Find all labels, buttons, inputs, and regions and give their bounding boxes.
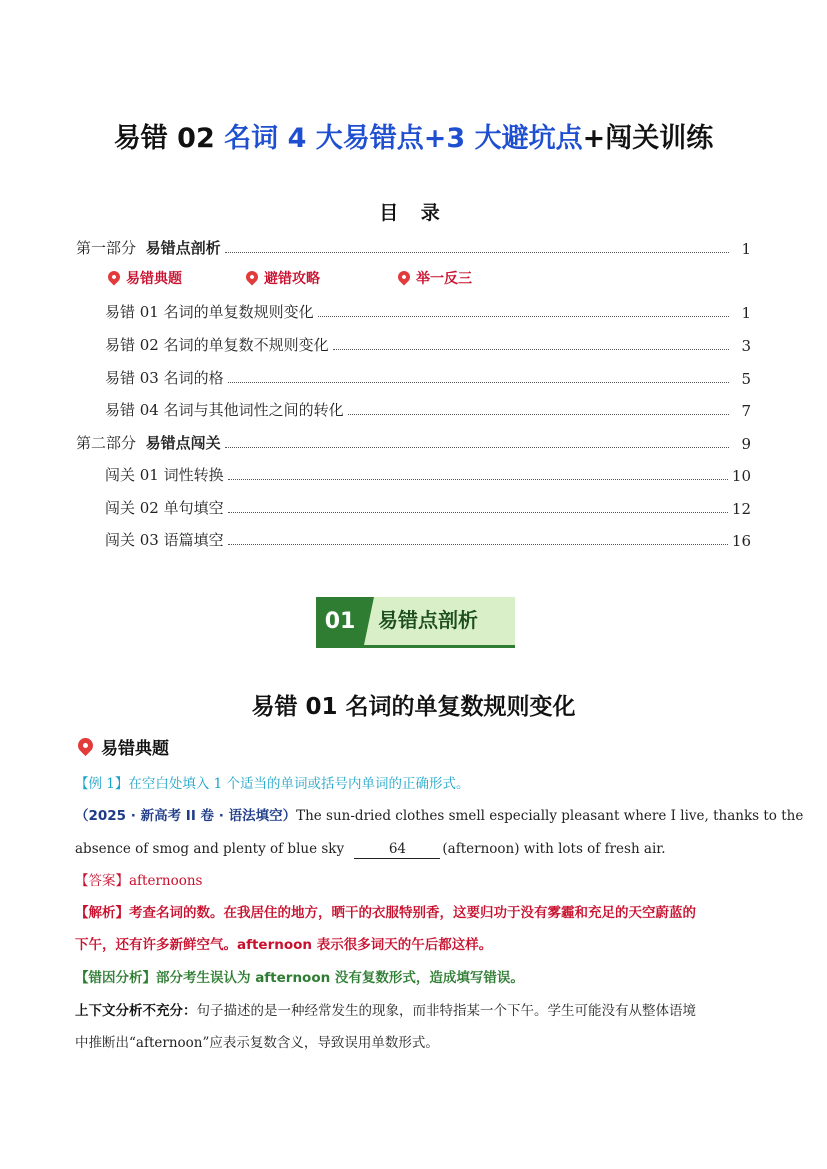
title-suffix: +闯关训练 [582,123,714,154]
context-line2: 中推断出“afternoon”应表示复数含义，导致误用单数形式。 [75,1035,439,1051]
example-instruction: 【例 1】在空白处填入 1 个适当的单词或括号内单词的正确形式。 [75,776,470,792]
toc-leader-dots [225,251,729,253]
toc-item[interactable]: 易错 04 名词与其他词性之间的转化 7 [105,401,751,420]
toc-part1-label: 第一部分 易错点剖析 [76,239,221,257]
location-pin-icon [75,735,96,756]
toc-item[interactable]: 闯关 02 单句填空 12 [105,499,751,518]
toc-leader-dots [228,543,728,545]
toc-leader-dots [348,413,729,415]
document-title [0,116,827,155]
toc-item[interactable]: 闯关 03 语篇填空 16 [105,531,751,550]
toc-item[interactable]: 易错 01 名词的单复数规则变化 1 [105,303,751,322]
banner-number: 01 [316,597,364,645]
analysis-line1: 【解析】考查名词的数。在我居住的地方，晒干的衣服特别香，这要归功于没有雾霾和充足的天空蔚蓝的 [75,905,696,921]
tab-avoid-strategy[interactable]: 避错攻略 [246,268,320,288]
title-highlight: 名词 4 大易错点+3 大避坑点 [224,123,583,154]
toc-leader-dots [318,315,729,317]
toc-item[interactable]: 闯关 01 词性转换 10 [105,466,751,485]
banner-text: 易错点剖析 [378,607,478,632]
toc-part1[interactable] [76,236,751,258]
title-prefix: 易错 02 [113,123,215,154]
section-heading: 易错 01 名词的单复数规则变化 [251,694,576,720]
toc-leader-dots [228,381,729,383]
toc-leader-dots [228,511,728,513]
toc-leader-dots [333,348,729,350]
sub-heading: 易错典题 [78,734,169,759]
section-banner [316,597,515,648]
answer-blank[interactable]: 64 [354,840,440,859]
analysis-line2: 下午，还有许多新鲜空气。afternoon 表示很多词天的午后都这样。 [75,937,493,953]
toc-page-number: 1 [741,240,751,258]
location-pin-icon [106,269,123,286]
context-line1: 上下文分析不充分：句子描述的是一种经常发生的现象，而非特指某一个下午。学生可能没有从整体语境 [75,1003,696,1019]
toc-item[interactable]: 易错 02 名词的单复数不规则变化 3 [105,336,751,355]
error-analysis: 【错因分析】部分考生误认为 afternoon 没有复数形式，造成填写错误。 [75,970,524,986]
toc-leader-dots [225,446,729,448]
toc-part2-label: 第二部分 易错点闯关 [76,434,221,452]
tab-practice[interactable]: 举一反三 [398,268,472,288]
example-sentence-line2: absence of smog and plenty of blue sky 64 (afternoon) with lots of fresh air. [75,841,666,857]
location-pin-icon [396,269,413,286]
toc-part2[interactable]: 第二部分 易错点闯关 9 [76,434,751,453]
location-pin-icon [244,269,261,286]
tab-typical-errors[interactable]: 易错典题 [108,268,182,288]
toc-leader-dots [228,478,728,480]
toc-item[interactable]: 易错 03 名词的格 5 [105,369,751,388]
answer-line: 【答案】afternoons [75,873,203,889]
toc-heading: 目 录 [379,202,448,224]
example-sentence-line1: （2025 · 新高考 II 卷 · 语法填空）The sun-dried clothes smell especially pleasant where I live, thanks to the [75,808,804,824]
